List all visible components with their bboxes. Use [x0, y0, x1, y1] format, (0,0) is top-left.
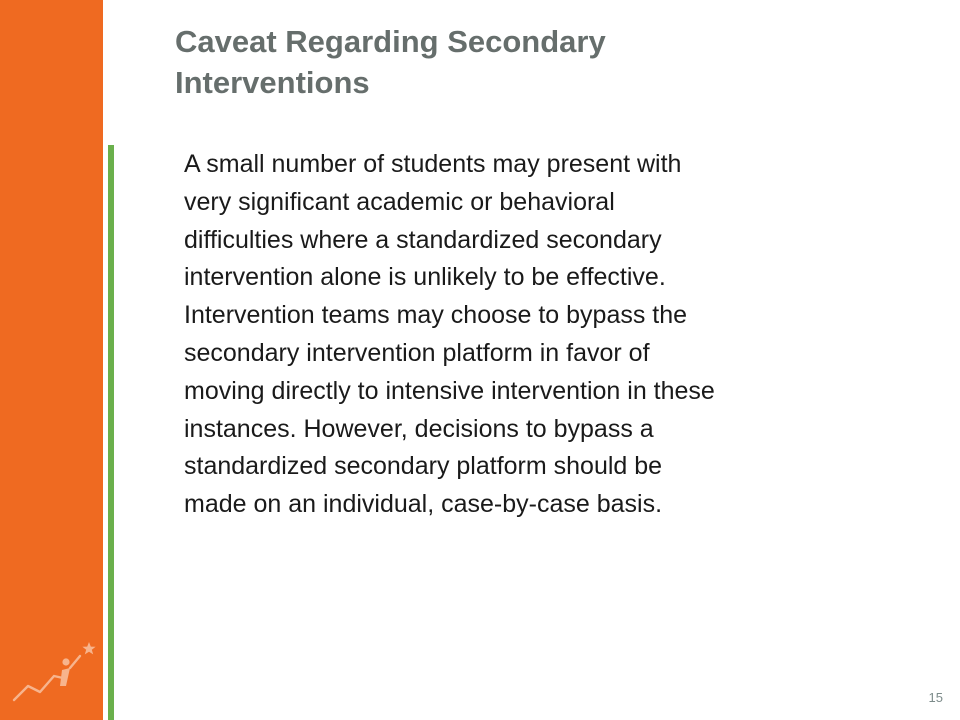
- body-line: difficulties where a standardized secondary: [184, 225, 662, 254]
- rising-arrow-star-logo-icon: [0, 628, 103, 720]
- page-number: 15: [928, 690, 943, 705]
- green-accent-line: [108, 145, 114, 720]
- slide-title: [175, 21, 875, 103]
- slide-title-line: Caveat Regarding Secondary: [175, 24, 606, 59]
- slide-body: [184, 146, 884, 524]
- body-line: very significant academic or behavioral: [184, 187, 615, 216]
- slide-title-line: Interventions: [175, 65, 370, 100]
- body-line: A small number of students may present with: [184, 150, 682, 178]
- body-line: instances. However, decisions to bypass a: [184, 414, 654, 443]
- orange-sidebar-bar: [0, 0, 103, 720]
- body-line: standardized secondary platform should be: [184, 452, 663, 481]
- body-line: secondary intervention platform in favor of: [184, 338, 650, 367]
- body-line: moving directly to intensive intervention in these: [184, 376, 715, 405]
- body-line: intervention alone is unlikely to be effective.: [184, 263, 666, 292]
- body-line: made on an individual, case-by-case basis.: [184, 490, 663, 519]
- body-line: Intervention teams may choose to bypass the: [184, 301, 688, 330]
